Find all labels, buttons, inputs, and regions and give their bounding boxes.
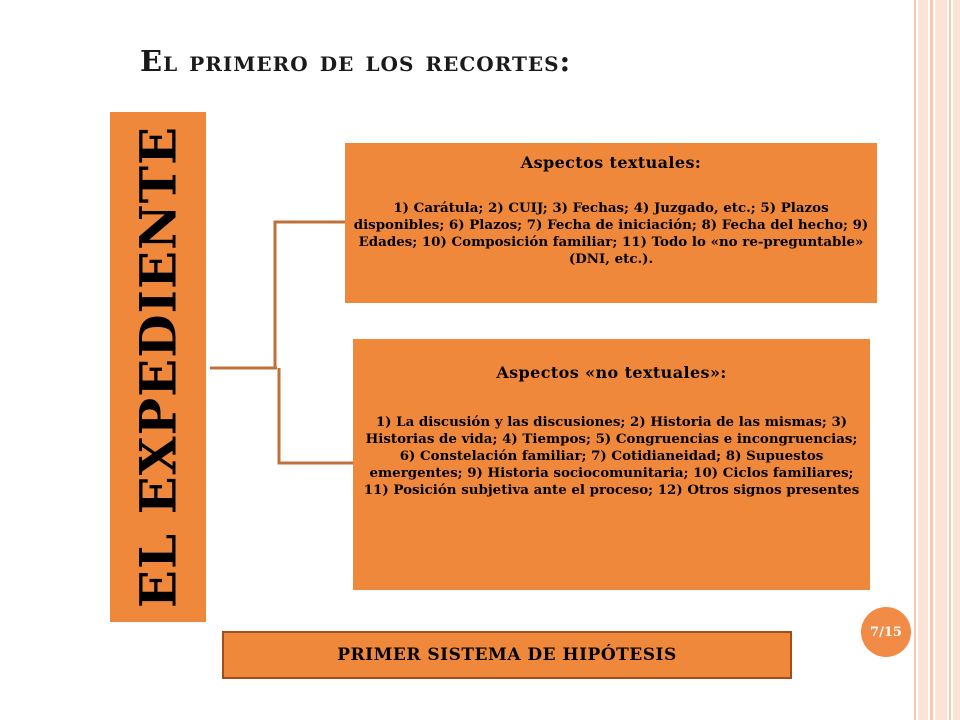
textual-aspects-box <box>345 143 877 303</box>
connector-branch-textual <box>275 222 345 368</box>
connector-branch-nontextual <box>279 368 353 463</box>
slide-title: El primero de los recortes: <box>140 44 572 78</box>
hypothesis-system-box: PRIMER SISTEMA DE HIPÓTESIS <box>222 631 792 679</box>
expediente-label: EL EXPEDIENTE <box>128 125 188 609</box>
non-textual-aspects-heading: Aspectos «no textuales»: <box>496 363 727 382</box>
non-textual-aspects-list: 1) La discusión y las discusiones; 2) Historia de las mismas; 3) Historias de vida; 4) Tiempos; 5) Congruencias e incongruencias; 6) Constelación familiar; 7) Cotidianeidad; 8) Supuestos emergentes; 9) Historia sociocomunitaria; 10) Ciclos familiares; 11) Posición subjetiva ante el proceso; 12) Otros signos presentes <box>363 414 860 498</box>
textual-aspects-list: 1) Carátula; 2) CUIJ; 3) Fechas; 4) Juzgado, etc.; 5) Plazos disponibles; 6) Plazos; 7) Fecha de iniciación; 8) Fecha del hecho; 9) Edades; 10) Composición familiar; 11) Todo lo «no re-preguntable» (DNI, etc.). <box>353 200 869 267</box>
non-textual-aspects-box <box>353 339 870 590</box>
page-indicator-badge: 7/15 <box>861 607 911 657</box>
textual-aspects-heading: Aspectos textuales: <box>520 153 702 172</box>
